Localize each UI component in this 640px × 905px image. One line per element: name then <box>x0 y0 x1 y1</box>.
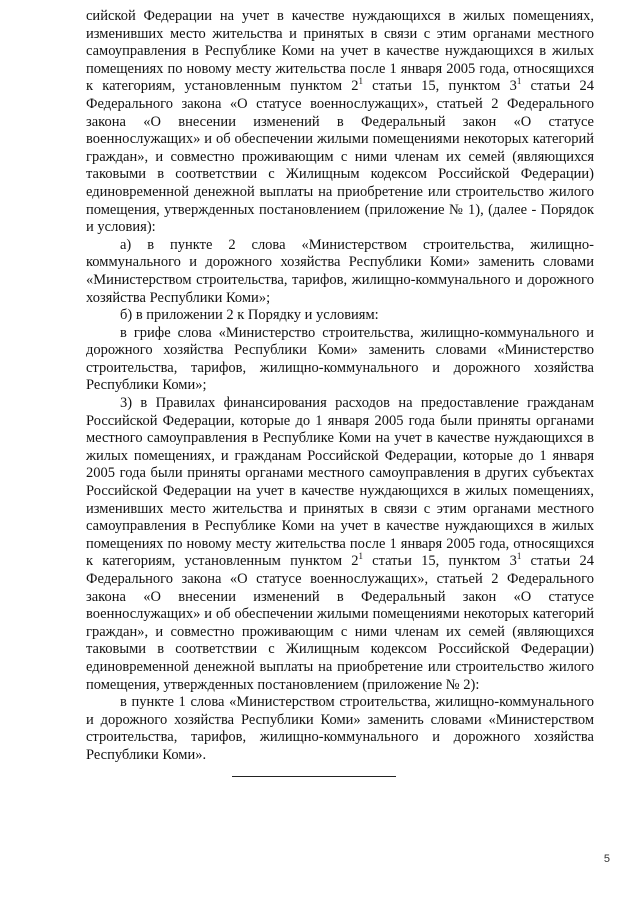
text-run: статьи 15, пунктом 3 <box>362 553 517 570</box>
text-run: 3) в Правилах финансирования расходов на предоставление гражданам Российской Федерации, которые до 1 января 2005 года были приняты органами местного самоуправления в Республике Коми на учет в качестве нуждающихся в жилых помещениях, и гражданам Российской Федерации, которые до 1 января 2005 года были приняты органами местного самоуправления в других субъектах Российской Федерации на учет в качестве нуждающихся в жилых помещениях, изменивших место жительства и принятых в связи с этим органами местного самоуправления в Республике Коми на учет в качестве нуждающихся в жилых помещениях по новому месту жительства после 1 января 2005 года, относящихся к категориям, установленным пунктом 2 <box>86 395 594 570</box>
text-run: статьи 24 Федерального закона «О статусе военнослужащих», статьей 2 Федерального закона «О внесении изменений в Федеральный закон «О статусе военнослужащих» и об обеспечении жилыми помещениями некоторых категорий граждан», и совместно проживающим с ними членам их семей (являющихся таковыми в соответствии с Жилищным кодексом Российской Федерации) единовременной денежной выплаты на приобретение или строительство жилого помещения, утвержденных постановлением (приложение № 1), (далее - Порядок и условия): <box>86 78 594 236</box>
text-run: статьи 24 Федерального закона «О статусе военнослужащих», статьей 2 Федерального закона «О внесении изменений в Федеральный закон «О статусе военнослужащих» и об обеспечении жилыми помещениями некоторых категорий граждан», и совместно проживающим с ними членам их семей (являющихся таковыми в соответствии с Жилищным кодексом Российской Федерации) единовременной денежной выплаты на приобретение или строительство жилого помещения, утвержденных постановлением (приложение № 2): <box>86 553 594 693</box>
document-body <box>86 8 594 765</box>
superscript: 1 <box>516 76 522 87</box>
superscript: 1 <box>516 551 522 562</box>
superscript: 1 <box>358 551 363 562</box>
text-run: б) в приложении 2 к Порядку и условиям: <box>120 307 379 324</box>
closing-rule <box>232 776 396 777</box>
page-number: 5 <box>603 853 610 865</box>
paragraph-item-b <box>86 307 594 325</box>
paragraph-item-a <box>86 237 594 307</box>
paragraph-item-3 <box>86 395 594 694</box>
paragraph-point-1-change <box>86 694 594 764</box>
text-run: статьи 15, пунктом 3 <box>362 78 517 95</box>
text-run: в грифе слова «Министерство строительства, жилищно-коммунального и дорожного хозяйства Республики Коми» заменить словами «Министерство строительства, тарифов, жилищно-коммунального и дорожного хозяйства Республики Коми»; <box>86 324 594 394</box>
text-run: сийской Федерации на учет в качестве нуждающихся в жилых помещениях, изменивших место жительства и принятых в связи с этим органами местного самоуправления в Республике Коми на учет в качестве нуждающихся в жилых помещениях по новому месту жительства после 1 января 2005 года, относящихся к категориям, установленным пунктом 2 <box>86 8 594 95</box>
paragraph-grif-change <box>86 325 594 395</box>
text-run: а) в пункте 2 слова «Министерством строительства, жилищно-коммунального и дорожного хозяйства Республики Коми» заменить словами «Министерством строительства, тарифов, жилищно-коммунального и дорожного хозяйства Республики Коми»; <box>86 236 594 306</box>
text-run: в пункте 1 слова «Министерством строительства, жилищно-коммунального и дорожного хозяйства Республики Коми» заменить словами «Министерством строительства, тарифов, жилищно-коммунального и дорожного хозяйства Республики Коми». <box>86 694 594 763</box>
superscript: 1 <box>358 76 363 87</box>
paragraph-continuation <box>86 8 594 237</box>
